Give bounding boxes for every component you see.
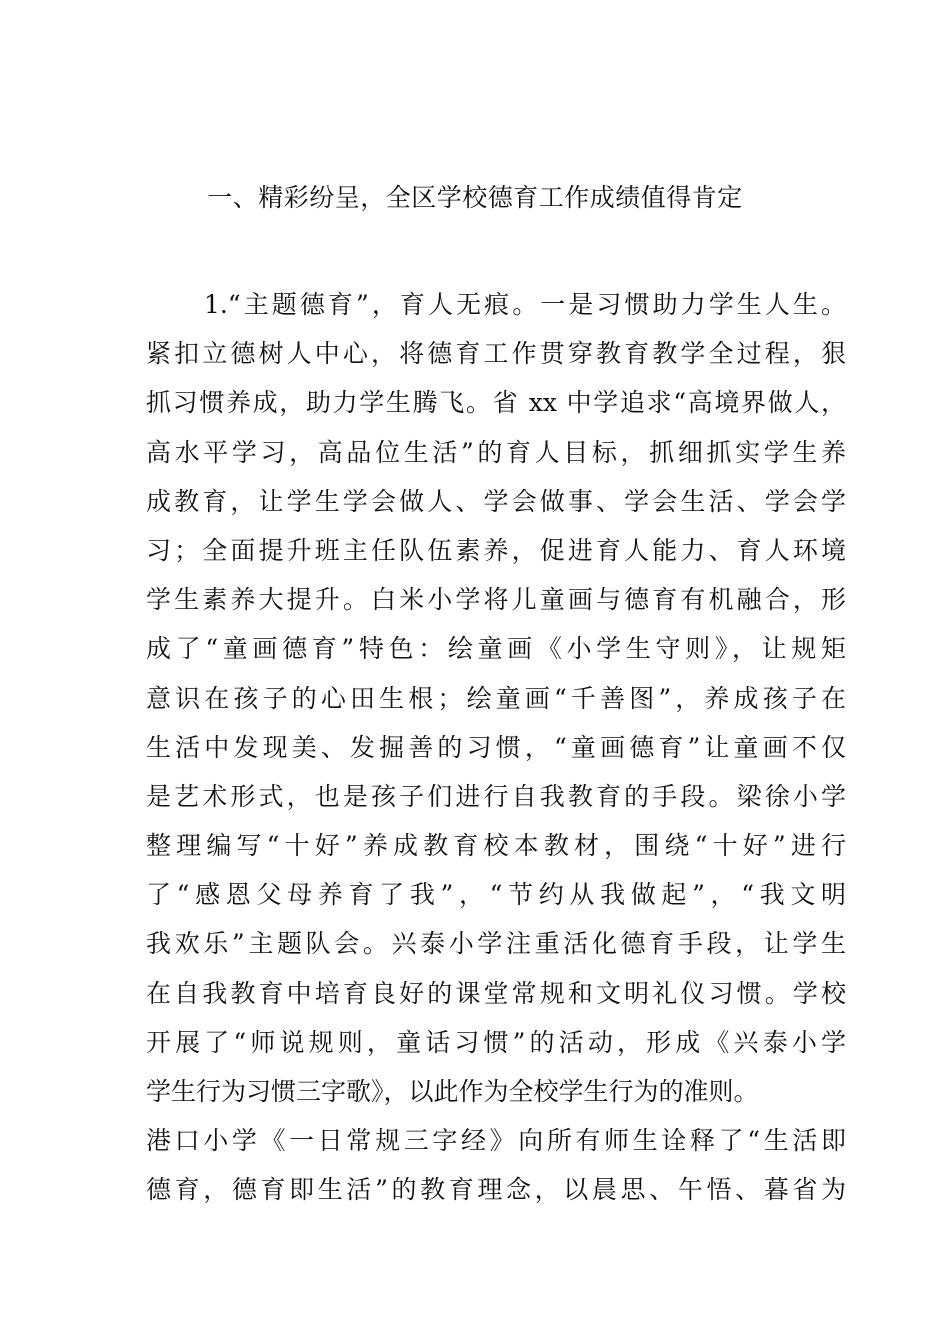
paragraph-line: 学生素养大提升。白米小学将儿童画与德育有机融合，形 — [146, 585, 846, 615]
paragraph-line: 生活中发现美、发掘善的习惯，“童画德育”让童画不仅 — [146, 732, 846, 762]
paragraph-line: 整理编写“十好”养成教育校本教材，围绕“十好”进行 — [146, 831, 846, 861]
paragraph-line: 抓习惯养成，助力学生腾飞。省 xx 中学追求“高境界做人， — [146, 388, 846, 418]
paragraph-line: 我欢乐”主题队会。兴泰小学注重活化德育手段，让学生 — [146, 929, 846, 959]
paragraph-line: 紧扣立德树人中心，将德育工作贯穿教育教学全过程，狠 — [146, 339, 846, 369]
body-paragraph — [146, 280, 846, 1215]
paragraph-line: 成教育，让学生学会做人、学会做事、学会生活、学会学 — [146, 486, 846, 516]
paragraph-line: 1.“主题德育”，育人无痕。一是习惯助力学生人生。 — [204, 290, 846, 319]
paragraph-line: 德育，德育即生活”的教育理念，以晨思、午悟、暮省为 — [146, 1175, 846, 1205]
section-heading: 一、精彩纷呈，全区学校德育工作成绩值得肯定 — [207, 183, 743, 212]
paragraph-line: 高水平学习，高品位生活”的育人目标，抓细抓实学生养 — [146, 437, 846, 467]
paragraph-line: 在自我教育中培育良好的课堂常规和文明礼仪习惯。学校 — [146, 978, 846, 1008]
paragraph-line: 了“感恩父母养育了我”，“节约从我做起”，“我文明 — [146, 880, 846, 910]
paragraph-line: 学生行为习惯三字歌》，以此作为全校学生行为的准则。 — [146, 1077, 759, 1106]
paragraph-line: 成了“童画德育”特色：绘童画《小学生守则》，让规矩 — [146, 634, 846, 664]
paragraph-line: 开展了“师说规则，童话习惯”的活动，形成《兴泰小学 — [146, 1027, 846, 1057]
paragraph-line: 港口小学《一日常规三字经》向所有师生诠释了“生活即 — [146, 1126, 846, 1156]
paragraph-line: 意识在孩子的心田生根；绘童画“千善图”，养成孩子在 — [146, 683, 846, 713]
paragraph-line: 是艺术形式，也是孩子们进行自我教育的手段。梁徐小学 — [146, 781, 846, 811]
paragraph-line: 习；全面提升班主任队伍素养，促进育人能力、育人环境 — [146, 535, 846, 565]
